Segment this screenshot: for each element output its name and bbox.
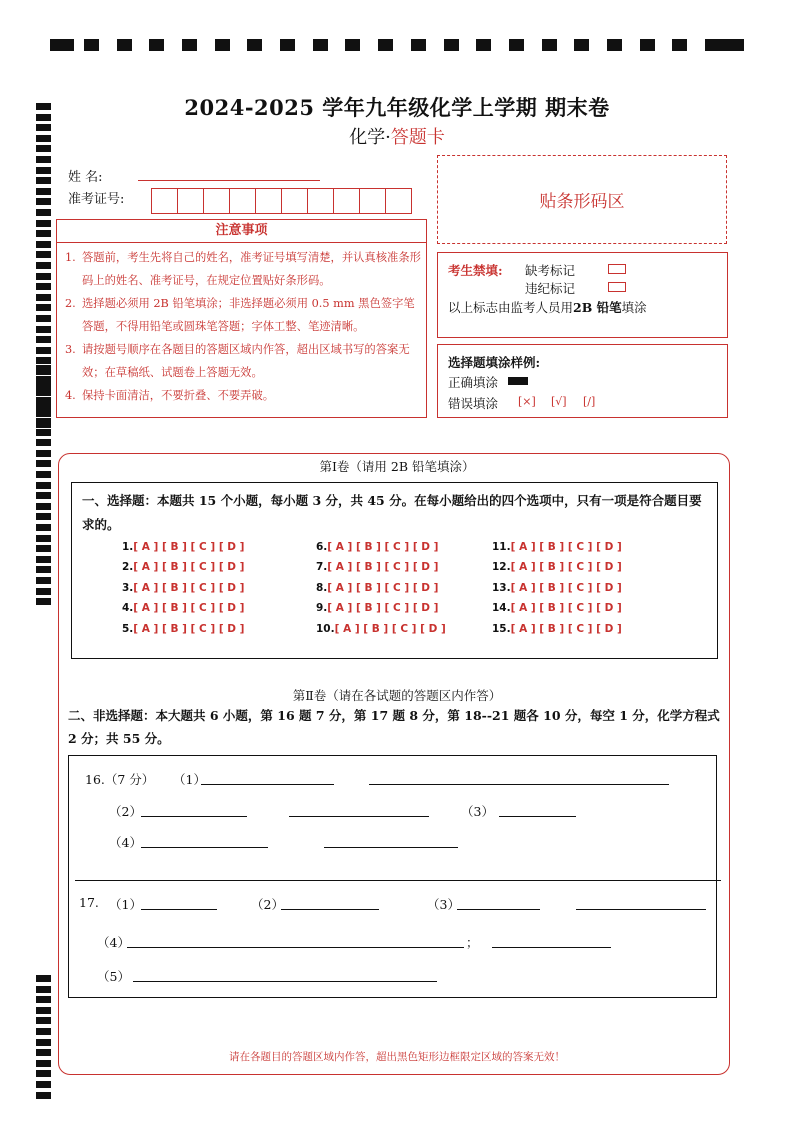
- q17-answer-line[interactable]: [127, 947, 464, 948]
- q17-answer-line[interactable]: [576, 909, 706, 910]
- timing-mark: [542, 39, 557, 51]
- violation-mark-label: 违纪标记: [525, 281, 576, 296]
- q17-semicolon: ；: [466, 935, 479, 950]
- timing-mark: [36, 1007, 51, 1014]
- mc-question-number: 3.: [122, 582, 134, 594]
- timing-mark: [36, 566, 51, 573]
- timing-mark: [720, 39, 744, 51]
- q16-answer-line[interactable]: [141, 847, 268, 848]
- fill-sample-title: 选择题填涂样例:: [448, 355, 541, 370]
- timing-mark: [36, 996, 51, 1003]
- wrong-mark: [×]: [518, 395, 536, 408]
- timing-mark: [36, 273, 51, 280]
- timing-mark: [50, 39, 74, 51]
- part2-instruction: 二、非选择题：本大题共 6 小题，第 16 题 7 分，第 17 题 8 分，第 18--21 题各 10 分，每空 1 分，化学方程式 2 分；共 55 分。: [68, 708, 720, 746]
- q17-part5-label: （5）: [97, 969, 130, 984]
- top-timing-marks: [50, 39, 744, 51]
- timing-mark: [36, 535, 51, 542]
- q17-answer-line[interactable]: [457, 909, 540, 910]
- timing-mark: [36, 986, 51, 993]
- timing-mark: [36, 357, 51, 364]
- mc-options[interactable]: [ A ] [ B ] [ C ] [ D ]: [327, 582, 439, 594]
- absent-mark-label: 缺考标记: [525, 263, 576, 278]
- mc-options[interactable]: [ A ] [ B ] [ C ] [ D ]: [327, 561, 439, 573]
- mc-question-5[interactable]: [122, 623, 244, 635]
- wrong-mark: [/]: [583, 395, 596, 408]
- q16-answer-line[interactable]: [324, 847, 458, 848]
- timing-mark: [640, 39, 655, 51]
- timing-mark: [36, 1039, 51, 1046]
- mc-options[interactable]: [ A ] [ B ] [ C ] [ D ]: [133, 561, 245, 573]
- timing-mark: [378, 39, 393, 51]
- timing-mark: [36, 407, 51, 414]
- mc-question-number: 15.: [492, 623, 511, 635]
- timing-mark: [411, 39, 426, 51]
- exam-id-boxes[interactable]: [152, 188, 412, 212]
- mc-question-15[interactable]: [492, 623, 622, 635]
- timing-mark: [476, 39, 491, 51]
- examiner-only-label: 考生禁填:: [448, 263, 503, 278]
- timing-mark: [36, 386, 51, 393]
- mc-options[interactable]: [ A ] [ B ] [ C ] [ D ]: [510, 561, 622, 573]
- timing-mark: [36, 1092, 51, 1099]
- examiner-only-box: [437, 252, 728, 338]
- violation-mark-box[interactable]: [608, 282, 626, 292]
- mc-question-11[interactable]: [492, 541, 622, 553]
- absent-mark-box[interactable]: [608, 264, 626, 274]
- timing-mark: [345, 39, 360, 51]
- mc-options[interactable]: [ A ] [ B ] [ C ] [ D ]: [327, 541, 439, 553]
- free-response-box: [68, 755, 717, 998]
- q16-answer-line[interactable]: [201, 784, 334, 785]
- barcode-area: 贴条形码区: [437, 155, 727, 244]
- q17-answer-line[interactable]: [281, 909, 379, 910]
- timing-mark: [444, 39, 459, 51]
- subtitle-suffix: 答题卡: [390, 127, 445, 148]
- timing-mark: [215, 39, 230, 51]
- timing-mark: [36, 1081, 51, 1088]
- mc-question-number: 10.: [316, 623, 335, 635]
- exam-id-digit-box[interactable]: [229, 188, 256, 214]
- name-field[interactable]: [138, 180, 320, 181]
- timing-mark: [36, 482, 51, 489]
- timing-mark: [574, 39, 589, 51]
- timing-mark: [36, 220, 51, 227]
- mc-question-8[interactable]: [316, 582, 438, 594]
- timing-mark: [36, 450, 51, 457]
- timing-mark: [36, 397, 51, 404]
- timing-mark: [280, 39, 295, 51]
- timing-mark: [36, 439, 51, 446]
- mc-question-1[interactable]: [122, 541, 244, 553]
- q16-part3-label: （3）: [461, 804, 494, 819]
- timing-mark: [672, 39, 687, 51]
- notice-item: 2. 选择题必须用 2B 铅笔填涂；非选择题必须用 0.5 mm 黑色签字笔答题，不得用铅笔或圆珠笔答题；字体工整、笔迹清晰。: [65, 297, 415, 333]
- timing-mark: [36, 167, 51, 174]
- timing-mark: [36, 304, 51, 311]
- mc-options[interactable]: [ A ] [ B ] [ C ] [ D ]: [133, 541, 245, 553]
- exam-id-digit-box[interactable]: [385, 188, 412, 214]
- subtitle-prefix: 化学·: [349, 127, 391, 148]
- mc-question-13[interactable]: [492, 582, 622, 594]
- exam-id-digit-box[interactable]: [307, 188, 334, 214]
- timing-mark: [36, 598, 51, 605]
- timing-mark: [607, 39, 622, 51]
- notice-box: [56, 219, 427, 418]
- q17-part1-label: （1）: [109, 897, 142, 912]
- timing-mark: [84, 39, 99, 51]
- mc-options[interactable]: [ A ] [ B ] [ C ] [ D ]: [133, 582, 245, 594]
- timing-mark: [182, 39, 197, 51]
- mc-options[interactable]: [ A ] [ B ] [ C ] [ D ]: [510, 582, 622, 594]
- timing-mark: [36, 1028, 51, 1035]
- timing-mark: [36, 198, 51, 205]
- mc-options[interactable]: [ A ] [ B ] [ C ] [ D ]: [510, 541, 622, 553]
- fill-sample-box: [437, 344, 728, 418]
- part2-heading: 第Ⅱ卷（请在各试题的答题区内作答）: [292, 688, 502, 703]
- mc-options[interactable]: [ A ] [ B ] [ C ] [ D ]: [510, 623, 622, 635]
- multiple-choice-box: [71, 482, 718, 659]
- timing-mark: [36, 283, 51, 290]
- mc-options[interactable]: [ A ] [ B ] [ C ] [ D ]: [510, 602, 622, 614]
- timing-mark: [509, 39, 524, 51]
- timing-mark: [36, 336, 51, 343]
- q16-part1-label: （1）: [173, 772, 206, 787]
- mc-question-10[interactable]: [316, 623, 446, 635]
- timing-mark: [705, 39, 720, 51]
- timing-mark: [36, 1070, 51, 1077]
- timing-mark: [36, 513, 51, 520]
- wrong-fill-label: 错误填涂: [448, 396, 499, 411]
- timing-mark: [36, 492, 51, 499]
- timing-mark: [36, 177, 51, 184]
- q16-part2-label: （2）: [109, 804, 142, 819]
- mc-question-number: 7.: [316, 561, 328, 573]
- timing-mark: [149, 39, 164, 51]
- timing-mark: [36, 577, 51, 584]
- q16-answer-line[interactable]: [499, 816, 576, 817]
- correct-fill-label: 正确填涂: [448, 375, 499, 390]
- mc-question-12[interactable]: [492, 561, 622, 573]
- timing-mark: [36, 251, 51, 258]
- timing-mark: [36, 188, 51, 195]
- page-subtitle: [0, 123, 794, 149]
- notice-item: 1. 答题前，考生先将自己的姓名，准考证号填写清楚，并认真核准条形码上的姓名、准考证号，在规定位置贴好条形码。: [65, 251, 421, 287]
- timing-mark: [36, 241, 51, 248]
- page-title: 2024-2025 学年九年级化学上学期 期末卷: [184, 95, 610, 120]
- timing-mark: [117, 39, 132, 51]
- mc-options[interactable]: [ A ] [ B ] [ C ] [ D ]: [327, 602, 439, 614]
- multiple-choice-instruction: 一、选择题：本题共 15 个小题，每小题 3 分，共 45 分。在每小题给出的四个选项中，只有一项是符合题目要求的。: [82, 493, 702, 532]
- q16-label: 16.（7 分）: [85, 772, 155, 787]
- timing-mark: [36, 294, 51, 301]
- mc-question-3[interactable]: [122, 582, 244, 594]
- q17-label: 17.: [79, 895, 99, 910]
- exam-id-label: 准考证号:: [68, 192, 125, 207]
- exam-id-digit-box[interactable]: [281, 188, 308, 214]
- timing-mark: [313, 39, 328, 51]
- mc-question-7[interactable]: [316, 561, 438, 573]
- correct-fill-sample: [508, 377, 528, 385]
- mc-question-number: 12.: [492, 561, 511, 573]
- exam-id-digit-box[interactable]: [333, 188, 360, 214]
- timing-mark: [36, 588, 51, 595]
- q16-part4-label: （4）: [109, 835, 142, 850]
- q17-answer-line[interactable]: [141, 909, 217, 910]
- mc-question-number: 1.: [122, 541, 134, 553]
- mc-options[interactable]: [ A ] [ B ] [ C ] [ D ]: [133, 623, 245, 635]
- notice-heading: 注意事项: [57, 220, 426, 243]
- q16-answer-line[interactable]: [141, 816, 247, 817]
- exam-id-digit-box[interactable]: [203, 188, 230, 214]
- mc-question-2[interactable]: [122, 561, 244, 573]
- timing-mark: [36, 975, 51, 982]
- part1-heading: 第Ⅰ卷（请用 2B 铅笔填涂）: [319, 459, 475, 474]
- mc-options[interactable]: [ A ] [ B ] [ C ] [ D ]: [334, 623, 446, 635]
- exam-id-digit-box[interactable]: [177, 188, 204, 214]
- timing-mark: [36, 156, 51, 163]
- timing-mark: [36, 545, 51, 552]
- timing-mark: [36, 524, 51, 531]
- mc-question-4[interactable]: [122, 602, 244, 614]
- timing-mark: [36, 209, 51, 216]
- mc-question-9[interactable]: [316, 602, 438, 614]
- mc-question-number: 9.: [316, 602, 328, 614]
- mc-question-number: 6.: [316, 541, 328, 553]
- q16-answer-line[interactable]: [369, 784, 669, 785]
- timing-mark: [36, 503, 51, 510]
- mc-question-number: 5.: [122, 623, 134, 635]
- wrong-mark: [√]: [551, 395, 567, 408]
- mc-question-number: 8.: [316, 582, 328, 594]
- timing-mark: [36, 1017, 51, 1024]
- q17-part2-label: （2）: [251, 897, 284, 912]
- question-divider: [75, 880, 721, 881]
- timing-mark: [36, 365, 51, 372]
- q17-answer-line[interactable]: [133, 981, 437, 982]
- q17-answer-line[interactable]: [492, 947, 611, 948]
- timing-mark: [36, 230, 51, 237]
- name-label: 姓 名:: [68, 170, 103, 185]
- exam-id-digit-box[interactable]: [359, 188, 386, 214]
- mc-question-number: 11.: [492, 541, 511, 553]
- notice-item: 3. 请按题号顺序在各题目的答题区域内作答，超出区域书写的答案无效；在草稿纸、试题卷上答题无效。: [65, 343, 410, 379]
- exam-id-digit-box[interactable]: [151, 188, 178, 214]
- mc-question-14[interactable]: [492, 602, 622, 614]
- timing-mark: [36, 429, 51, 436]
- mc-options[interactable]: [ A ] [ B ] [ C ] [ D ]: [133, 602, 245, 614]
- timing-mark: [36, 376, 51, 383]
- timing-mark: [36, 262, 51, 269]
- mc-question-6[interactable]: [316, 541, 438, 553]
- timing-mark: [36, 326, 51, 333]
- timing-mark: [247, 39, 262, 51]
- mc-question-number: 13.: [492, 582, 511, 594]
- timing-mark: [36, 556, 51, 563]
- q17-part4-label: （4）: [97, 935, 130, 950]
- timing-mark: [36, 347, 51, 354]
- q16-answer-line[interactable]: [289, 816, 429, 817]
- q17-part3-label: （3）: [427, 897, 460, 912]
- mc-question-number: 2.: [122, 561, 134, 573]
- examiner-note: 以上标志由监考人员用2B 铅笔填涂: [448, 300, 647, 315]
- footer-warning: 请在各题目的答题区域内作答，超出黑色矩形边框限定区域的答案无效！: [229, 1051, 565, 1063]
- exam-id-digit-box[interactable]: [255, 188, 282, 214]
- timing-mark: [36, 315, 51, 322]
- mc-question-number: 4.: [122, 602, 134, 614]
- timing-mark: [36, 418, 51, 425]
- mc-question-number: 14.: [492, 602, 511, 614]
- notice-item: 4. 保持卡面清洁，不要折叠、不要弄破。: [65, 389, 275, 402]
